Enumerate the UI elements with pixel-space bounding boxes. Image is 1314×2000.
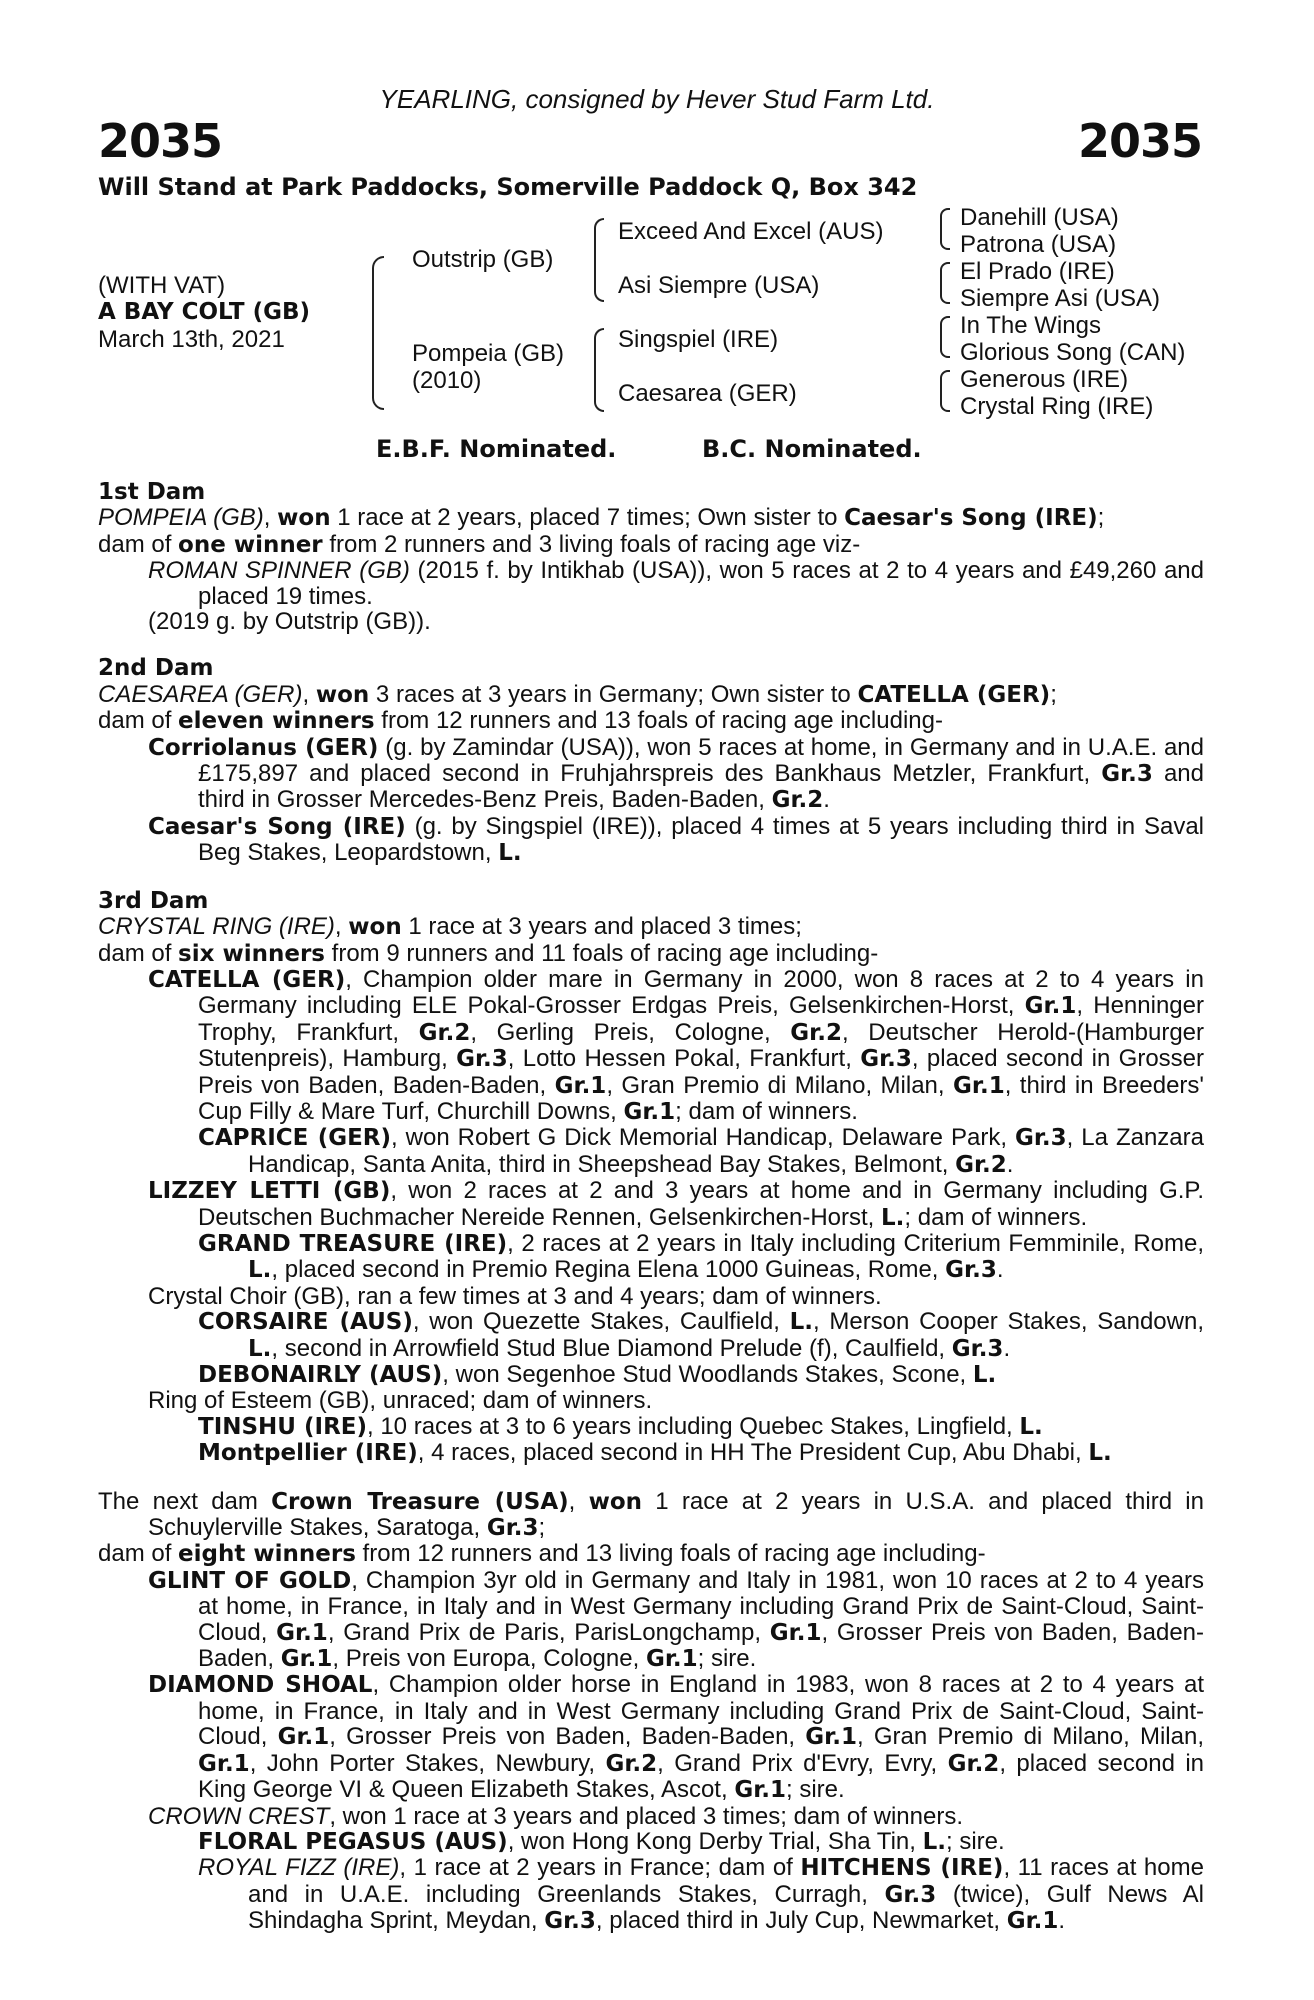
produce-entry: Crystal Choir (GB), ran a few times at 3 and 4 years; dam of winners. <box>148 1282 882 1310</box>
vat-note: (WITH VAT) <box>98 272 226 299</box>
produce-entry: DEBONAIRLY (AUS), won Segenhoe Stud Woodlands Stakes, Scone, L. <box>198 1361 997 1388</box>
pedigree-brace <box>372 256 384 410</box>
pedigree-sire: Outstrip (GB) <box>412 246 554 273</box>
pedigree-brace <box>940 262 950 304</box>
produce-entry: TINSHU (IRE), 10 races at 3 to 6 years including Quebec Stakes, Lingfield, L. <box>198 1412 1043 1440</box>
produce-entry: ROYAL FIZZ (IRE), 1 race at 2 years in France; dam of HITCHENS (IRE), 11 races at home and in U.A.E. including Greenlands Stakes, Curragh, Gr.3 (twice), Gulf News Al Shindagha Sprint, Meydan, Gr.3, placed third in July Cup, Newmarket, Gr.1. <box>198 1854 1205 1935</box>
produce-entry: CORSAIRE (AUS), won Quezette Stakes, Caulfield, L., Merson Cooper Stakes, Sandown, L., second in Arrowfield Stud Blue Diamond Prelude (f), Caulfield, Gr.3. <box>198 1308 1204 1362</box>
dam-entry: CRYSTAL RING (IRE), won 1 race at 3 years and placed 3 times; <box>98 913 802 941</box>
produce-entry: CROWN CREST, won 1 race at 3 years and placed 3 times; dam of winners. <box>148 1802 963 1830</box>
produce-entry: Montpellier (IRE), 4 races, placed second in HH The President Cup, Abu Dhabi, L. <box>198 1439 1112 1467</box>
horse-name: A BAY COLT (GB) <box>98 299 311 325</box>
pedigree-brace <box>940 370 950 412</box>
section-heading-2nd-dam: 2nd Dam <box>98 655 214 682</box>
produce-entry: ROMAN SPINNER (GB) (2015 f. by Intikhab (USA)), won 5 races at 2 to 4 years and £49,260 and placed 19 times. <box>148 557 1204 610</box>
produce-record <box>98 480 1204 1935</box>
section-heading-1st-dam: 1st Dam <box>98 479 206 505</box>
pedigree-g3-5: In The Wings <box>960 312 1101 339</box>
pedigree-dam: Pompeia (GB) <box>412 340 565 367</box>
lot-number-left: 2035 <box>98 114 223 168</box>
produce-entry: (2019 g. by Outstrip (GB)). <box>148 608 431 636</box>
pedigree-g3-2: Patrona (USA) <box>960 231 1117 258</box>
pedigree-brace <box>940 208 950 250</box>
consignor-line: YEARLING, consigned by Hever Stud Farm Ltd. <box>379 84 935 114</box>
pedigree-dam-sire: Singspiel (IRE) <box>618 326 779 353</box>
produce-entry: GLINT OF GOLD, Champion 3yr old in Germany and Italy in 1981, won 10 races at 2 to 4 years at home, in France, in Italy and in West Germany including Grand Prix de Saint-Cloud, Saint-Cloud, Gr.1, Grand Prix de Paris, ParisLongchamp, Gr.1, Grosser Preis von Baden, Baden-Baden, Gr.1, Preis von Europa, Cologne, Gr.1; sire. <box>148 1566 1205 1673</box>
bc-nomination: B.C. Nominated. <box>702 435 922 463</box>
dam-entry: POMPEIA (GB), won 1 race at 2 years, placed 7 times; Own sister to Caesar's Song (IRE); <box>98 504 1105 532</box>
pedigree-sire-sire: Exceed And Excel (AUS) <box>618 218 884 245</box>
pedigree-brace <box>594 218 604 302</box>
pedigree-g3-4: Siempre Asi (USA) <box>960 285 1161 312</box>
dam-produce-summary: dam of six winners from 9 runners and 11 foals of racing age including- <box>98 939 879 967</box>
produce-entry: LIZZEY LETTI (GB), won 2 races at 2 and 3 years at home and in Germany including G.P. Deutschen Buchmacher Nereide Rennen, Gelsenkirchen-Horst, L.; dam of winners. <box>148 1177 1204 1231</box>
dam-produce-summary: dam of eleven winners from 12 runners and 13 foals of racing age including- <box>98 707 943 735</box>
lot-number-right: 2035 <box>1077 114 1202 168</box>
produce-entry: CATELLA (GER), Champion older mare in Germany in 2000, won 8 races at 2 to 4 years in Germany including ELE Pokal-Grosser Erdgas Preis, Gelsenkirchen-Horst, Gr.1, Henninger Trophy, Frankfurt, Gr.2, Gerling Preis, Cologne, Gr.2, Deutscher Herold-(Hamburger Stutenpreis), Hamburg, Gr.3, Lotto Hessen Pokal, Frankfurt, Gr.3, placed second in Grosser Preis von Baden, Baden-Baden, Gr.1, Gran Premio di Milano, Milan, Gr.1, third in Breeders' Cup Filly & Mare Turf, Churchill Downs, Gr.1; dam of winners. <box>148 965 1205 1125</box>
dam-entry: The next dam Crown Treasure (USA), won 1 race at 2 years in U.S.A. and placed third in Schuylerville Stakes, Saratoga, Gr.3; <box>98 1487 1204 1542</box>
section-heading-3rd-dam: 3rd Dam <box>98 887 209 914</box>
pedigree-g3-1: Danehill (USA) <box>960 204 1119 231</box>
produce-entry: Caesar's Song (IRE) (g. by Singspiel (IRE)), placed 4 times at 5 years including third in Saval Beg Stakes, Leopardstown, L. <box>148 812 1204 867</box>
pedigree-g3-3: El Prado (IRE) <box>960 258 1115 285</box>
stable-location: Will Stand at Park Paddocks, Somerville Paddock Q, Box 342 <box>98 173 918 201</box>
ebf-nomination: E.B.F. Nominated. <box>376 435 617 463</box>
pedigree-g3-6: Glorious Song (CAN) <box>960 339 1186 366</box>
dam-produce-summary: dam of one winner from 2 runners and 3 living foals of racing age viz- <box>98 530 861 558</box>
dam-entry: CAESAREA (GER), won 3 races at 3 years in Germany; Own sister to CATELLA (GER); <box>98 680 1057 708</box>
pedigree-dam-dam: Caesarea (GER) <box>618 380 797 407</box>
pedigree-brace <box>940 316 950 358</box>
pedigree-g3-7: Generous (IRE) <box>960 366 1129 393</box>
produce-entry: Ring of Esteem (GB), unraced; dam of winners. <box>148 1387 653 1415</box>
produce-entry: Corriolanus (GER) (g. by Zamindar (USA)), won 5 races at home, in Germany and in U.A.E. and £175,897 and placed second in Fruhjahrspreis des Bankhaus Metzler, Frankfurt, Gr.3 and third in Grosser Mercedes-Benz Preis, Baden-Baden, Gr.2. <box>148 733 1204 814</box>
pedigree-g3-8: Crystal Ring (IRE) <box>960 393 1154 420</box>
produce-entry: GRAND TREASURE (IRE), 2 races at 2 years in Italy including Criterium Femminile, Rome, L., placed second in Premio Regina Elena 1000 Guineas, Rome, Gr.3. <box>198 1229 1205 1284</box>
pedigree-sire-dam: Asi Siempre (USA) <box>618 272 820 299</box>
pedigree-dam-year: (2010) <box>412 367 482 394</box>
produce-entry: DIAMOND SHOAL, Champion older horse in England in 1983, won 8 races at 2 to 4 years at home, in France, in Italy and in West Germany including Grand Prix de Saint-Cloud, Saint-Cloud, Gr.1, Grosser Preis von Baden, Baden-Baden, Gr.1, Gran Premio di Milano, Milan, Gr.1, John Porter Stakes, Newbury, Gr.2, Grand Prix d'Evry, Evry, Gr.2, placed second in King George VI & Queen Elizabeth Stakes, Ascot, Gr.1; sire. <box>148 1671 1205 1804</box>
dam-produce-summary: dam of eight winners from 12 runners and 13 living foals of racing age including- <box>98 1540 986 1568</box>
produce-entry: CAPRICE (GER), won Robert G Dick Memorial Handicap, Delaware Park, Gr.3, La Zanzara Handicap, Santa Anita, third in Sheepshead Bay Stakes, Belmont, Gr.2. <box>198 1124 1204 1178</box>
pedigree-brace <box>594 328 604 412</box>
produce-entry: FLORAL PEGASUS (AUS), won Hong Kong Derby Trial, Sha Tin, L.; sire. <box>198 1827 1005 1855</box>
foaling-date: March 13th, 2021 <box>98 326 285 353</box>
